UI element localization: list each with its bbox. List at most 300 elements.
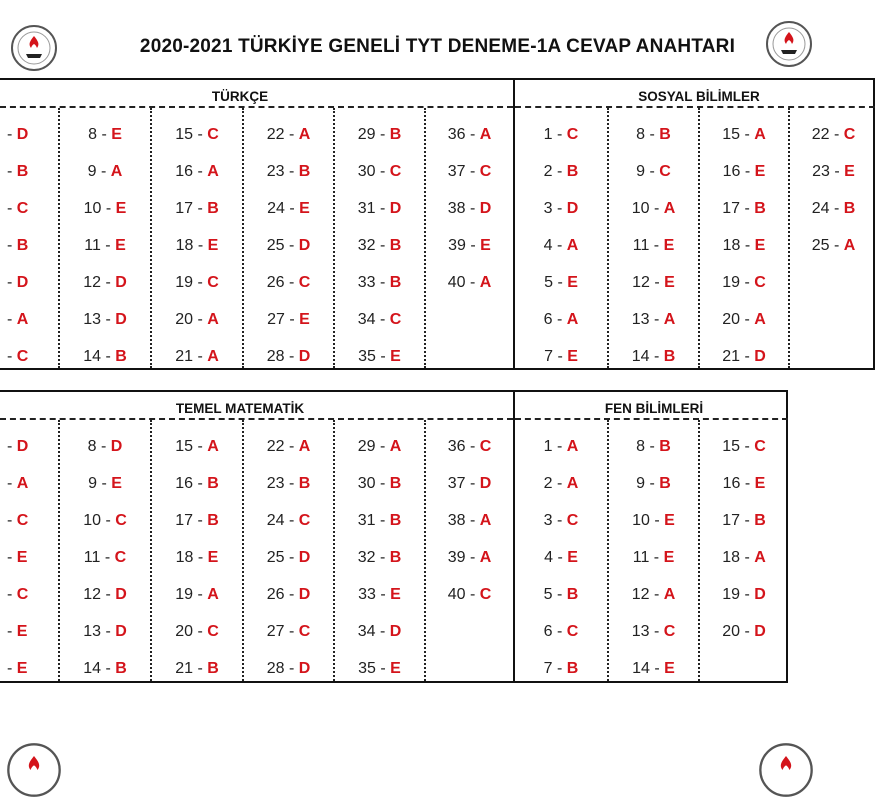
separator: -: [649, 475, 660, 492]
separator: -: [744, 512, 755, 529]
answer-entry: [335, 190, 424, 227]
answer-letter: B: [659, 126, 671, 143]
question-number: 25: [266, 237, 289, 254]
answer-letter: B: [298, 163, 311, 180]
separator: -: [7, 163, 17, 180]
question-number: 25: [811, 237, 834, 254]
answer-column: [0, 420, 58, 681]
answer-entry: [335, 153, 424, 190]
question-number: 5: [543, 586, 557, 603]
question-number: 9: [636, 163, 650, 180]
question-number: 15: [722, 126, 745, 143]
separator: -: [557, 348, 568, 365]
answer-entry: [790, 116, 875, 153]
separator: -: [288, 623, 299, 640]
answer-column: [424, 108, 513, 368]
question-number: 6: [543, 623, 557, 640]
answer-letter: D: [298, 586, 311, 603]
separator: -: [289, 311, 300, 328]
answer-entry: [152, 116, 242, 153]
separator: -: [288, 512, 299, 529]
answer-entry: [609, 576, 698, 613]
answer-letter: B: [389, 126, 402, 143]
question-number: 32: [357, 549, 380, 566]
answer-letter: B: [659, 475, 671, 492]
separator: -: [101, 163, 111, 180]
answer-letter: A: [479, 126, 492, 143]
answer-letter: D: [115, 274, 127, 291]
answer-letter: E: [207, 549, 219, 566]
separator: -: [379, 126, 390, 143]
separator: -: [380, 586, 391, 603]
answer-letter: B: [389, 549, 402, 566]
question-number: 28: [266, 660, 289, 677]
question-number: 22: [811, 126, 834, 143]
separator: -: [105, 512, 116, 529]
answer-entry: [515, 428, 607, 465]
section-header: [515, 392, 788, 420]
separator: -: [197, 660, 208, 677]
answer-column: [242, 108, 333, 368]
answer-column: [58, 420, 150, 681]
separator: -: [469, 475, 480, 492]
answer-letter: D: [479, 475, 492, 492]
answer-letter: E: [115, 237, 126, 254]
separator: -: [744, 549, 755, 566]
separator: -: [557, 237, 567, 254]
question-number: 34: [357, 311, 380, 328]
question-number: 5: [544, 274, 558, 291]
question-number: 36: [447, 126, 470, 143]
panel-bottom: [0, 390, 788, 683]
question-number: 13: [83, 623, 106, 640]
answer-letter: E: [567, 549, 578, 566]
answer-letter: A: [16, 311, 29, 328]
question-number: 16: [175, 475, 198, 492]
section-title: FEN BİLİMLERİ: [604, 401, 704, 416]
answer-letter: A: [207, 348, 219, 365]
answer-entry: [0, 465, 58, 502]
answer-entry: [244, 613, 333, 650]
question-number: 32: [357, 237, 380, 254]
answer-letter: E: [567, 274, 578, 291]
separator: -: [288, 348, 299, 365]
answer-entry: [609, 502, 698, 539]
separator: -: [379, 274, 390, 291]
answer-letter: E: [480, 237, 491, 254]
separator: -: [379, 623, 390, 640]
answer-column: [333, 108, 424, 368]
answer-entry: [60, 650, 150, 687]
answer-column: [333, 420, 424, 681]
question-number: 30: [357, 163, 380, 180]
question-number: 14: [632, 660, 655, 677]
answer-letter: D: [389, 623, 402, 640]
separator: -: [288, 237, 299, 254]
answer-letter: B: [663, 348, 676, 365]
answer-entry: [60, 153, 150, 190]
answer-entry: [335, 264, 424, 301]
question-number: 12: [83, 274, 106, 291]
separator: -: [557, 623, 567, 640]
question-number: 40: [447, 274, 470, 291]
answer-entry: [152, 227, 242, 264]
separator: -: [833, 200, 844, 217]
separator: -: [197, 163, 208, 180]
separator: -: [833, 126, 844, 143]
question-number: 35: [358, 660, 381, 677]
answer-letter: B: [843, 200, 856, 217]
answer-letter: D: [16, 126, 29, 143]
answer-letter: C: [663, 623, 676, 640]
question-number: 27: [266, 623, 289, 640]
answer-letter: B: [566, 163, 579, 180]
answer-entry: [609, 650, 698, 687]
answer-entry: [700, 190, 788, 227]
separator: -: [105, 660, 116, 677]
answer-entry: [0, 650, 58, 687]
question-number: 13: [83, 311, 106, 328]
answer-entry: [515, 613, 607, 650]
answer-entry: [60, 465, 150, 502]
answer-letter: E: [664, 660, 675, 677]
question-number: 14: [631, 348, 654, 365]
answer-letter: C: [115, 512, 127, 529]
separator: -: [654, 512, 665, 529]
question-number: 39: [448, 237, 471, 254]
answer-entry: [609, 153, 698, 190]
separator: -: [649, 438, 660, 455]
question-number: 8: [636, 438, 650, 455]
answer-column: [788, 108, 875, 368]
answer-letter: A: [298, 126, 311, 143]
question-number: 26: [266, 586, 289, 603]
question-number: 30: [357, 475, 380, 492]
answer-entry: [700, 227, 788, 264]
question-number: 26: [266, 274, 289, 291]
question-number: 22: [266, 126, 289, 143]
separator: -: [744, 126, 755, 143]
question-number: 29: [357, 438, 380, 455]
question-number: 7: [543, 660, 557, 677]
separator: -: [288, 475, 299, 492]
answer-letter: C: [207, 623, 219, 640]
separator: -: [557, 438, 567, 455]
answer-letter: A: [566, 475, 579, 492]
separator: -: [379, 237, 390, 254]
separator: -: [288, 549, 299, 566]
answer-letter: D: [16, 438, 29, 455]
question-number: 4: [544, 549, 558, 566]
question-number: 31: [357, 512, 380, 529]
question-number: 21: [722, 348, 745, 365]
question-number: 4: [543, 237, 557, 254]
separator: -: [379, 311, 390, 328]
answer-entry: [426, 153, 513, 190]
answer-letter: C: [659, 163, 671, 180]
answer-entry: [60, 539, 150, 576]
question-number: 11: [84, 237, 106, 254]
answer-letter: C: [479, 438, 492, 455]
answer-entry: [700, 539, 788, 576]
answer-entry: [0, 153, 58, 190]
answer-entry: [60, 116, 150, 153]
answer-letter: A: [754, 549, 766, 566]
answer-letter: D: [16, 274, 29, 291]
answer-letter: C: [298, 623, 311, 640]
answer-entry: [335, 502, 424, 539]
answer-letter: C: [479, 163, 492, 180]
answer-letter: D: [115, 623, 127, 640]
answer-letter: B: [566, 586, 579, 603]
answer-entry: [60, 428, 150, 465]
separator: -: [197, 549, 208, 566]
answer-entry: [515, 576, 607, 613]
answer-letter: B: [389, 475, 402, 492]
answer-letter: E: [390, 586, 401, 603]
separator: -: [744, 586, 755, 603]
question-number: 38: [447, 512, 470, 529]
separator: -: [101, 126, 112, 143]
question-number: 10: [83, 512, 106, 529]
answer-letter: A: [754, 126, 766, 143]
section-header: [0, 80, 513, 108]
question-number: 20: [175, 311, 198, 328]
answer-letter: C: [16, 586, 29, 603]
separator: -: [653, 237, 664, 254]
separator: -: [379, 200, 390, 217]
answer-entry: [609, 227, 698, 264]
answer-entry: [426, 264, 513, 301]
answer-entry: [60, 301, 150, 338]
answer-entry: [152, 650, 242, 687]
question-number: 36: [447, 438, 470, 455]
answer-letter: E: [663, 549, 675, 566]
separator: -: [379, 475, 390, 492]
answer-entry: [244, 502, 333, 539]
answer-entry: [426, 190, 513, 227]
answer-entry: [609, 613, 698, 650]
answer-entry: [244, 264, 333, 301]
answer-letter: A: [207, 163, 219, 180]
answer-letter: D: [298, 660, 311, 677]
separator: -: [744, 475, 755, 492]
separator: -: [197, 438, 208, 455]
answer-column: [698, 420, 788, 681]
answer-entry: [790, 227, 875, 264]
question-number: 10: [632, 512, 655, 529]
answer-entry: [244, 153, 333, 190]
question-number: 8: [87, 438, 101, 455]
separator: -: [469, 274, 480, 291]
question-number: 21: [175, 660, 198, 677]
answer-letter: A: [843, 237, 856, 254]
question-number: 20: [722, 311, 745, 328]
answer-entry: [609, 338, 698, 375]
answer-entry: [60, 613, 150, 650]
answer-letter: D: [479, 200, 492, 217]
separator: -: [7, 586, 17, 603]
answer-column: [607, 108, 698, 368]
separator: -: [7, 549, 17, 566]
answer-column: [0, 108, 58, 368]
answer-entry: [790, 153, 875, 190]
answer-entry: [0, 613, 58, 650]
answer-letter: E: [390, 660, 401, 677]
answer-entry: [700, 428, 788, 465]
separator: -: [7, 126, 17, 143]
separator: -: [288, 126, 299, 143]
answer-entry: [700, 153, 788, 190]
separator: -: [7, 311, 17, 328]
question-number: 27: [267, 311, 290, 328]
answer-entry: [426, 539, 513, 576]
question-number: 19: [175, 586, 198, 603]
answer-letter: C: [298, 512, 311, 529]
question-number: 23: [266, 475, 289, 492]
answer-entry: [0, 338, 58, 375]
answer-letter: D: [754, 586, 766, 603]
answer-entry: [700, 613, 788, 650]
separator: -: [288, 274, 299, 291]
section-temel-matematik: [0, 392, 513, 681]
separator: -: [470, 237, 481, 254]
answer-entry: [0, 301, 58, 338]
answer-column: [242, 420, 333, 681]
separator: -: [379, 512, 390, 529]
answer-letter: E: [663, 237, 675, 254]
answer-column: [515, 420, 607, 681]
answer-letter: E: [111, 475, 122, 492]
separator: -: [833, 237, 844, 254]
separator: -: [557, 512, 567, 529]
question-number: 23: [266, 163, 289, 180]
answer-letter: A: [479, 549, 492, 566]
separator: -: [7, 623, 17, 640]
answer-entry: [515, 301, 607, 338]
separator: -: [653, 200, 664, 217]
separator: -: [557, 126, 567, 143]
question-number: 40: [447, 586, 470, 603]
answer-entry: [0, 227, 58, 264]
answer-letter: C: [207, 126, 219, 143]
answer-letter: B: [389, 512, 402, 529]
answer-letter: B: [115, 660, 127, 677]
answer-entry: [790, 190, 875, 227]
question-number: 24: [266, 512, 289, 529]
separator: -: [557, 274, 568, 291]
question-number: 13: [631, 311, 654, 328]
answer-column: [58, 108, 150, 368]
separator: -: [101, 438, 111, 455]
answer-entry: [0, 428, 58, 465]
answer-entry: [335, 613, 424, 650]
separator: -: [197, 475, 208, 492]
school-seal-logo-icon: [758, 742, 814, 798]
question-number: 14: [83, 348, 106, 365]
separator: -: [197, 348, 208, 365]
separator: -: [653, 311, 664, 328]
section-title: TEMEL MATEMATİK: [175, 401, 305, 416]
question-number: 3: [543, 200, 557, 217]
separator: -: [7, 200, 17, 217]
question-number: 11: [632, 237, 654, 254]
separator: -: [654, 274, 665, 291]
answer-entry: [515, 338, 607, 375]
answer-entry: [60, 576, 150, 613]
answer-letter: D: [298, 237, 311, 254]
section-header: [515, 80, 875, 108]
separator: -: [379, 438, 390, 455]
answer-letter: C: [479, 586, 492, 603]
answer-letter: A: [566, 237, 579, 254]
question-number: 2: [543, 475, 557, 492]
separator: -: [7, 512, 17, 529]
answer-entry: [60, 338, 150, 375]
answer-letter: D: [389, 200, 402, 217]
question-number: 1: [543, 126, 557, 143]
answer-entry: [0, 190, 58, 227]
answer-entry: [152, 301, 242, 338]
question-number: 18: [175, 237, 198, 254]
answer-letter: C: [389, 311, 402, 328]
answer-entry: [0, 539, 58, 576]
separator: -: [469, 126, 480, 143]
separator: -: [557, 475, 567, 492]
separator: -: [197, 311, 208, 328]
separator: -: [649, 163, 660, 180]
answer-letter: A: [16, 475, 29, 492]
answer-letter: E: [754, 237, 766, 254]
question-number: 12: [83, 586, 106, 603]
page-title: 2020-2021 TÜRKİYE GENELİ TYT DENEME-1A CEVAP ANAHTARI: [139, 36, 736, 57]
question-number: 18: [175, 549, 198, 566]
question-number: 19: [175, 274, 198, 291]
separator: -: [744, 311, 755, 328]
question-number: 12: [631, 586, 654, 603]
answer-letter: B: [298, 475, 311, 492]
answer-entry: [152, 613, 242, 650]
question-number: 11: [632, 549, 654, 566]
answer-letter: A: [298, 438, 311, 455]
answer-letter: B: [754, 512, 766, 529]
answer-entry: [0, 264, 58, 301]
separator: -: [288, 660, 299, 677]
section-sosyal-bilimler: [513, 80, 875, 368]
answer-entry: [335, 338, 424, 375]
section-title: TÜRKÇE: [211, 89, 269, 104]
answer-column: [150, 108, 242, 368]
separator: -: [744, 438, 755, 455]
answer-entry: [515, 650, 607, 687]
answer-letter: B: [207, 475, 219, 492]
answer-letter: A: [479, 274, 492, 291]
question-number: 39: [447, 549, 470, 566]
separator: -: [197, 237, 208, 254]
separator: -: [744, 274, 755, 291]
answer-entry: [335, 227, 424, 264]
separator: -: [649, 126, 660, 143]
separator: -: [105, 623, 116, 640]
question-number: 9: [636, 475, 650, 492]
separator: -: [469, 549, 480, 566]
answer-entry: [515, 465, 607, 502]
answer-letter: A: [663, 586, 676, 603]
separator: -: [379, 549, 390, 566]
answer-letter: E: [16, 660, 28, 677]
answer-letter: B: [207, 512, 219, 529]
question-number: 17: [722, 200, 745, 217]
